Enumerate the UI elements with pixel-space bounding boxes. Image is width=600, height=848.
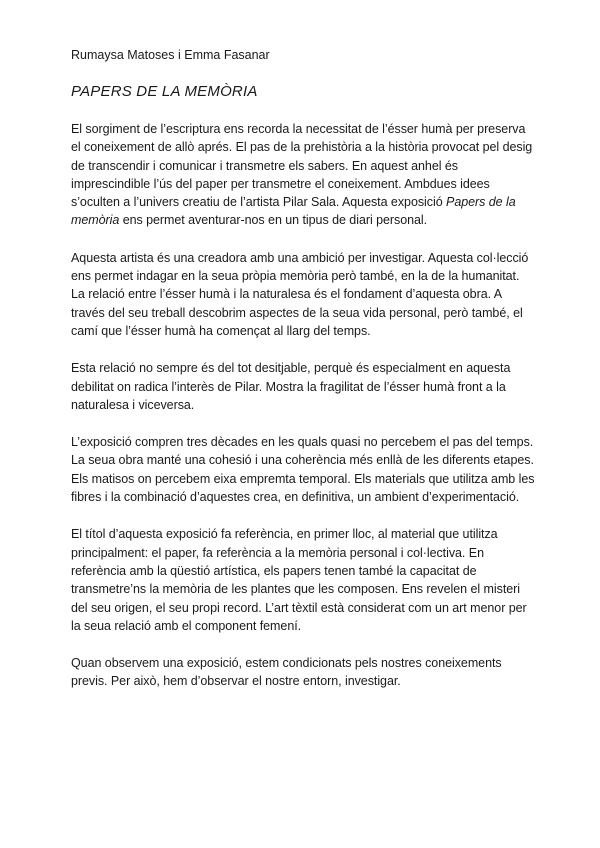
authors-line: Rumaysa Matoses i Emma Fasanar — [71, 48, 270, 62]
paragraph-1-text-start: El sorgiment de l’escriptura ens recorda la necessitat de l’ésser humà per preserva el coneixement de allò aprés. El pas de la prehistòria a la història provocat pel desig de transcendir i comunicar i transmetre els sabers. En aquest anhel és imprescindible l’ús del paper per transmetre el coneixement. Ambdues idees s’oculten a l’univers creatiu de l’artista Pilar Sala. Aquesta exposició — [71, 122, 533, 210]
document-title: PAPERS DE LA MEMÒRIA — [71, 83, 258, 100]
paragraph-3: Esta relació no sempre és del tot desitjable, perquè és especialment en aquesta debilitat on radica l’interès de Pilar. Mostra la fragilitat de l’ésser humà front a la naturalesa i viceversa. — [71, 361, 511, 412]
paragraph-4: L’exposició compren tres dècades en les quals quasi no percebem el pas del temps. La seua obra manté una cohesió i una coherència més enllà de les diferents etapes. Els matisos on percebem eixa empremta temporal. Els materials que utilitza amb les fibres i la combinació d’aquestes crea, en definitiva, un ambient d’experimentació. — [71, 435, 535, 505]
paragraph-1-text-end: ens permet aventurar-nos en un tipus de diari personal. — [119, 213, 428, 228]
paragraph-1 — [71, 120, 536, 230]
paragraph-2: Aquesta artista és una creadora amb una ambició per investigar. Aquesta col·lecció ens permet indagar en la seua pròpia memòria però també, en la de la humanitat. La relació entre l’ésser humà i la naturalesa és el fondament d’aquesta obra. A través del seu treball descobrim aspectes de la seua vida personal, però també, el camí que l’ésser humà ha començat al llarg del temps. — [71, 250, 529, 338]
paragraph-6: Quan observem una exposició, estem condicionats pels nostres coneixements previs. Per això, hem d’observar el nostre entorn, investigar. — [71, 656, 502, 689]
paragraph-5: El títol d’aquesta exposició fa referència, en primer lloc, al material que utilitza principalment: el paper, fa referència a la memòria personal i col·lectiva. En referència amb la qüestió artística, els papers tenen també la capacitat de transmetre’ns la memòria de les plantes que les composen. Ens revelen el misteri del seu origen, el seu propi record. L’art tèxtil està considerat com un art menor per la seua relació amb el component femení. — [71, 527, 527, 633]
exhibition-title-italic: Papers de la memòria — [71, 195, 516, 228]
